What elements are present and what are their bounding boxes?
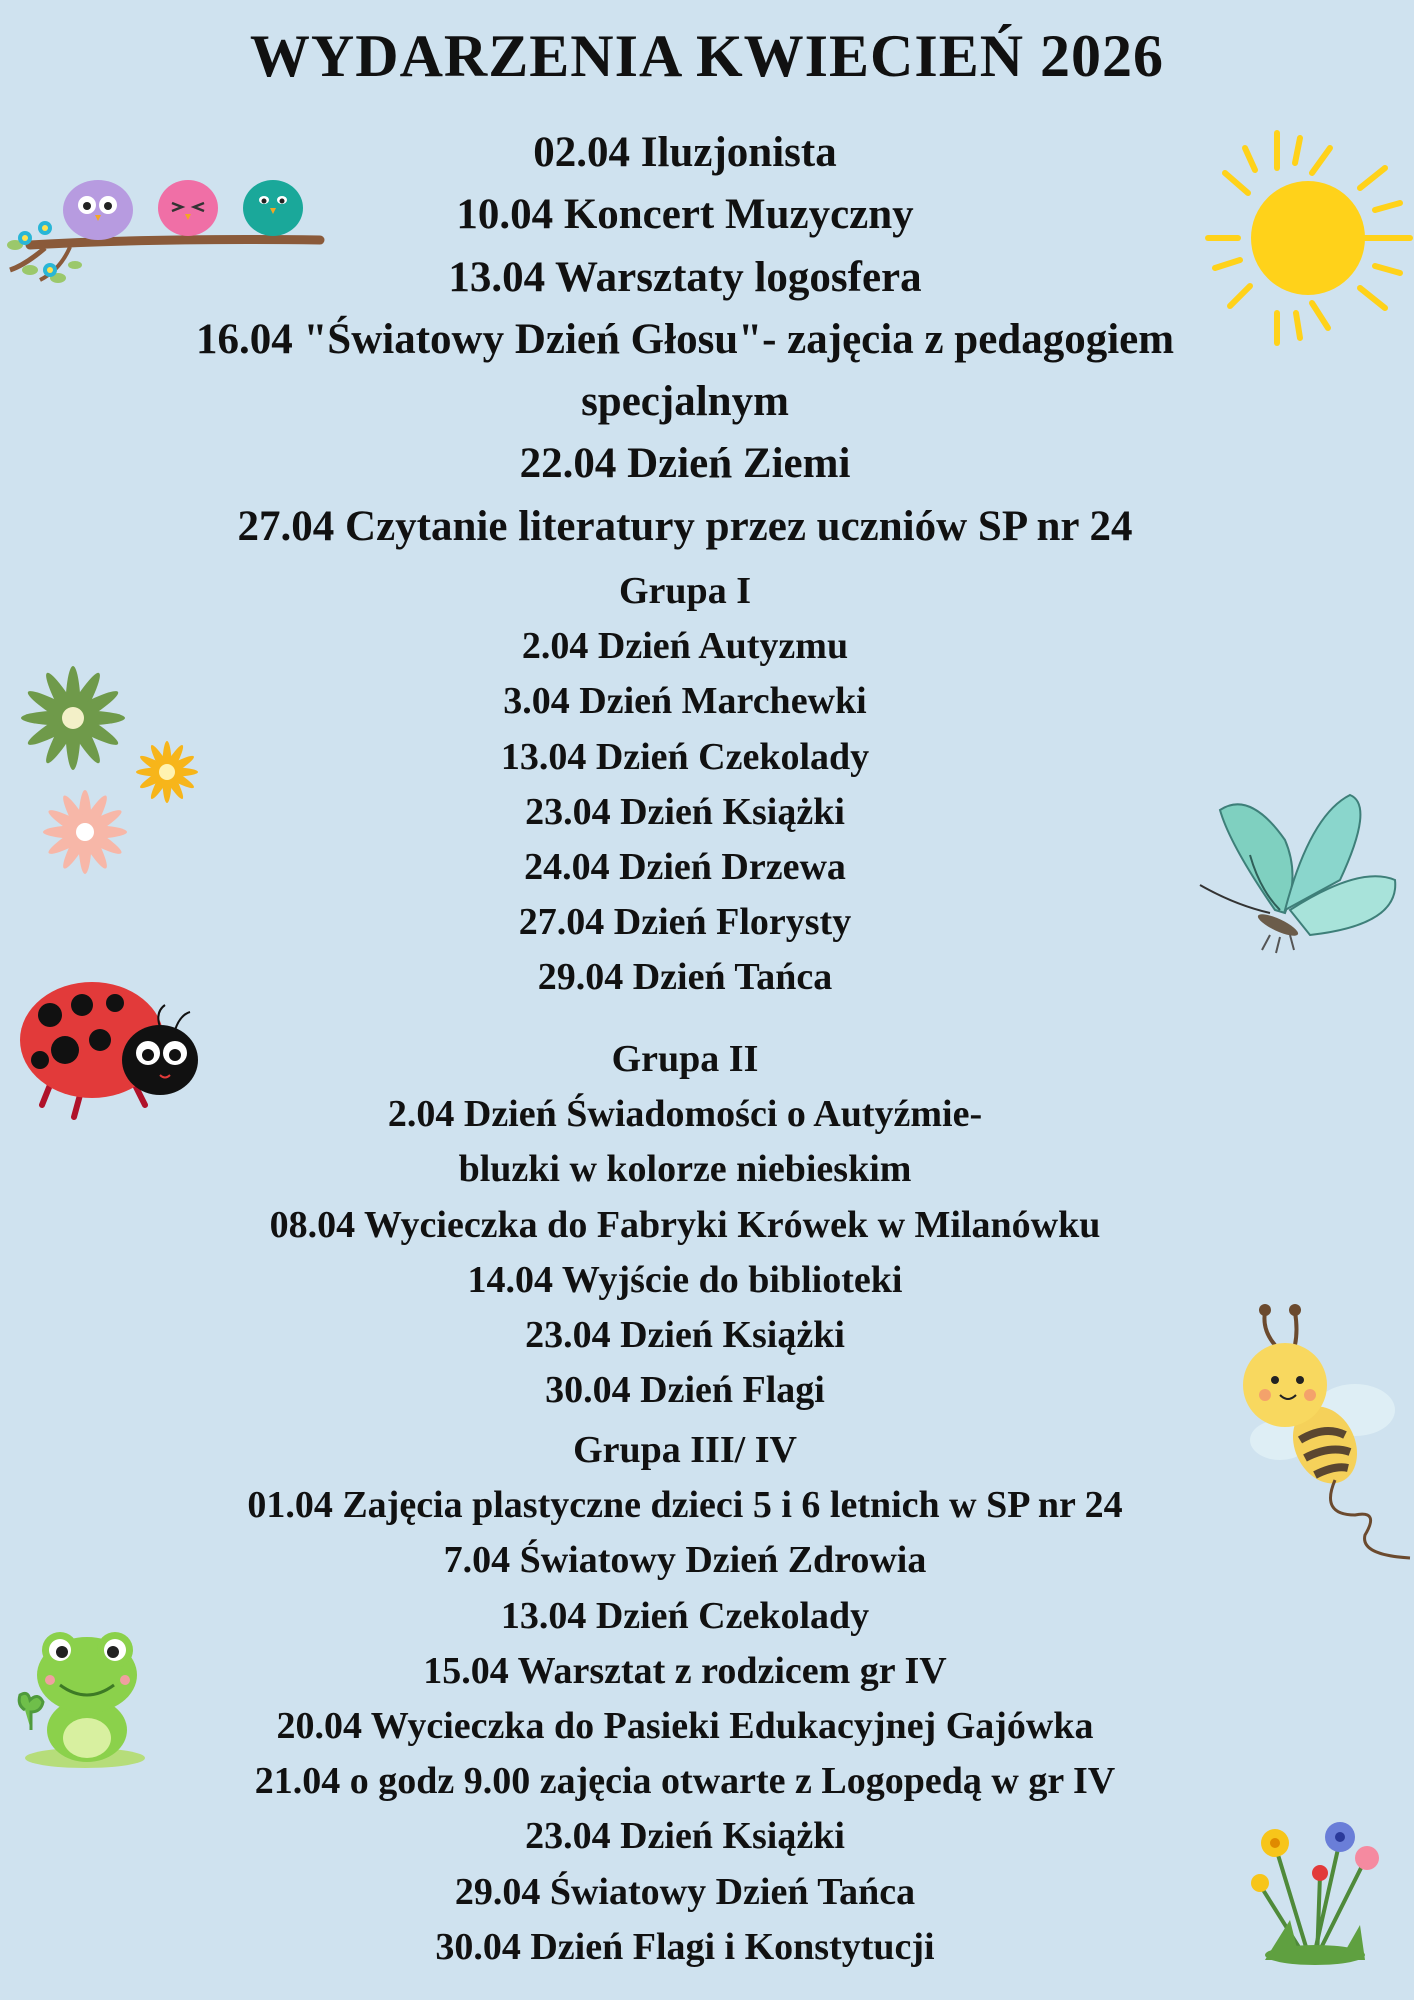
group-heading: Grupa III/ IV bbox=[573, 1429, 797, 1471]
event-line: 30.04 Dzień Flagi i Konstytucji bbox=[435, 1925, 935, 1968]
page-title: WYDARZENIA KWIECIEŃ 2026 bbox=[249, 23, 1165, 89]
ladybug-icon bbox=[20, 975, 200, 1130]
group-heading: Grupa II bbox=[611, 1038, 759, 1080]
group-2-section bbox=[0, 1032, 1370, 1418]
event-line: 27.04 Czytanie literatury przez uczniów SP nr 24 bbox=[237, 502, 1133, 550]
bee-icon bbox=[1240, 1300, 1414, 1565]
event-line: 2.04 Dzień Świadomości o Autyźmie- bbox=[387, 1093, 983, 1136]
event-line: 15.04 Warsztat z rodzicem gr IV bbox=[423, 1649, 947, 1692]
event-line: 14.04 Wyjście do biblioteki bbox=[467, 1258, 903, 1301]
event-line: 02.04 Iluzjonista bbox=[533, 129, 837, 176]
event-line: 23.04 Dzień Książki bbox=[525, 1815, 845, 1858]
flower-bouquet-icon bbox=[1245, 1815, 1385, 1970]
sun-icon bbox=[1200, 128, 1414, 348]
group-1-section bbox=[0, 564, 1370, 1006]
frog-icon bbox=[15, 1620, 150, 1770]
flowers-icon bbox=[15, 660, 205, 880]
event-line: 27.04 Dzień Florysty bbox=[518, 901, 852, 944]
group-3-4-section bbox=[0, 1423, 1370, 1975]
event-line: 23.04 Dzień Książki bbox=[525, 790, 845, 833]
event-line: 13.04 Warsztaty logosfera bbox=[448, 253, 922, 301]
group-heading: Grupa I bbox=[619, 570, 751, 612]
event-line: 13.04 Dzień Czekolady bbox=[500, 735, 870, 778]
event-line: 20.04 Wycieczka do Pasieki Edukacyjnej Gajówka bbox=[276, 1705, 1094, 1748]
event-line: 29.04 Światowy Dzień Tańca bbox=[454, 1870, 916, 1913]
event-line: bluzki w kolorze niebieskim bbox=[458, 1148, 912, 1191]
event-line: 24.04 Dzień Drzewa bbox=[524, 846, 846, 889]
event-line: 16.04 "Światowy Dzień Głosu"- zajęcia z pedagogiem bbox=[195, 315, 1175, 363]
event-line: 7.04 Światowy Dzień Zdrowia bbox=[443, 1539, 927, 1582]
event-line: 29.04 Dzień Tańca bbox=[537, 956, 833, 999]
event-line: 2.04 Dzień Autyzmu bbox=[521, 625, 849, 668]
event-line: 23.04 Dzień Książki bbox=[525, 1314, 845, 1357]
birds-on-branch-icon bbox=[0, 170, 325, 300]
event-line: 22.04 Dzień Ziemi bbox=[519, 440, 851, 488]
event-line: 21.04 o godz 9.00 zajęcia otwarte z Logopedą w gr IV bbox=[254, 1760, 1116, 1803]
event-line: 08.04 Wycieczka do Fabryki Krówek w Milanówku bbox=[269, 1203, 1101, 1246]
event-line: 30.04 Dzień Flagi bbox=[545, 1369, 825, 1412]
event-line: 3.04 Dzień Marchewki bbox=[503, 680, 867, 723]
event-line: 10.04 Koncert Muzyczny bbox=[456, 191, 914, 239]
event-line: 01.04 Zajęcia plastyczne dzieci 5 i 6 letnich w SP nr 24 bbox=[247, 1484, 1123, 1527]
event-line: specjalnym bbox=[581, 378, 789, 426]
butterfly-icon bbox=[1190, 785, 1405, 960]
event-line: 13.04 Dzień Czekolady bbox=[500, 1594, 870, 1637]
